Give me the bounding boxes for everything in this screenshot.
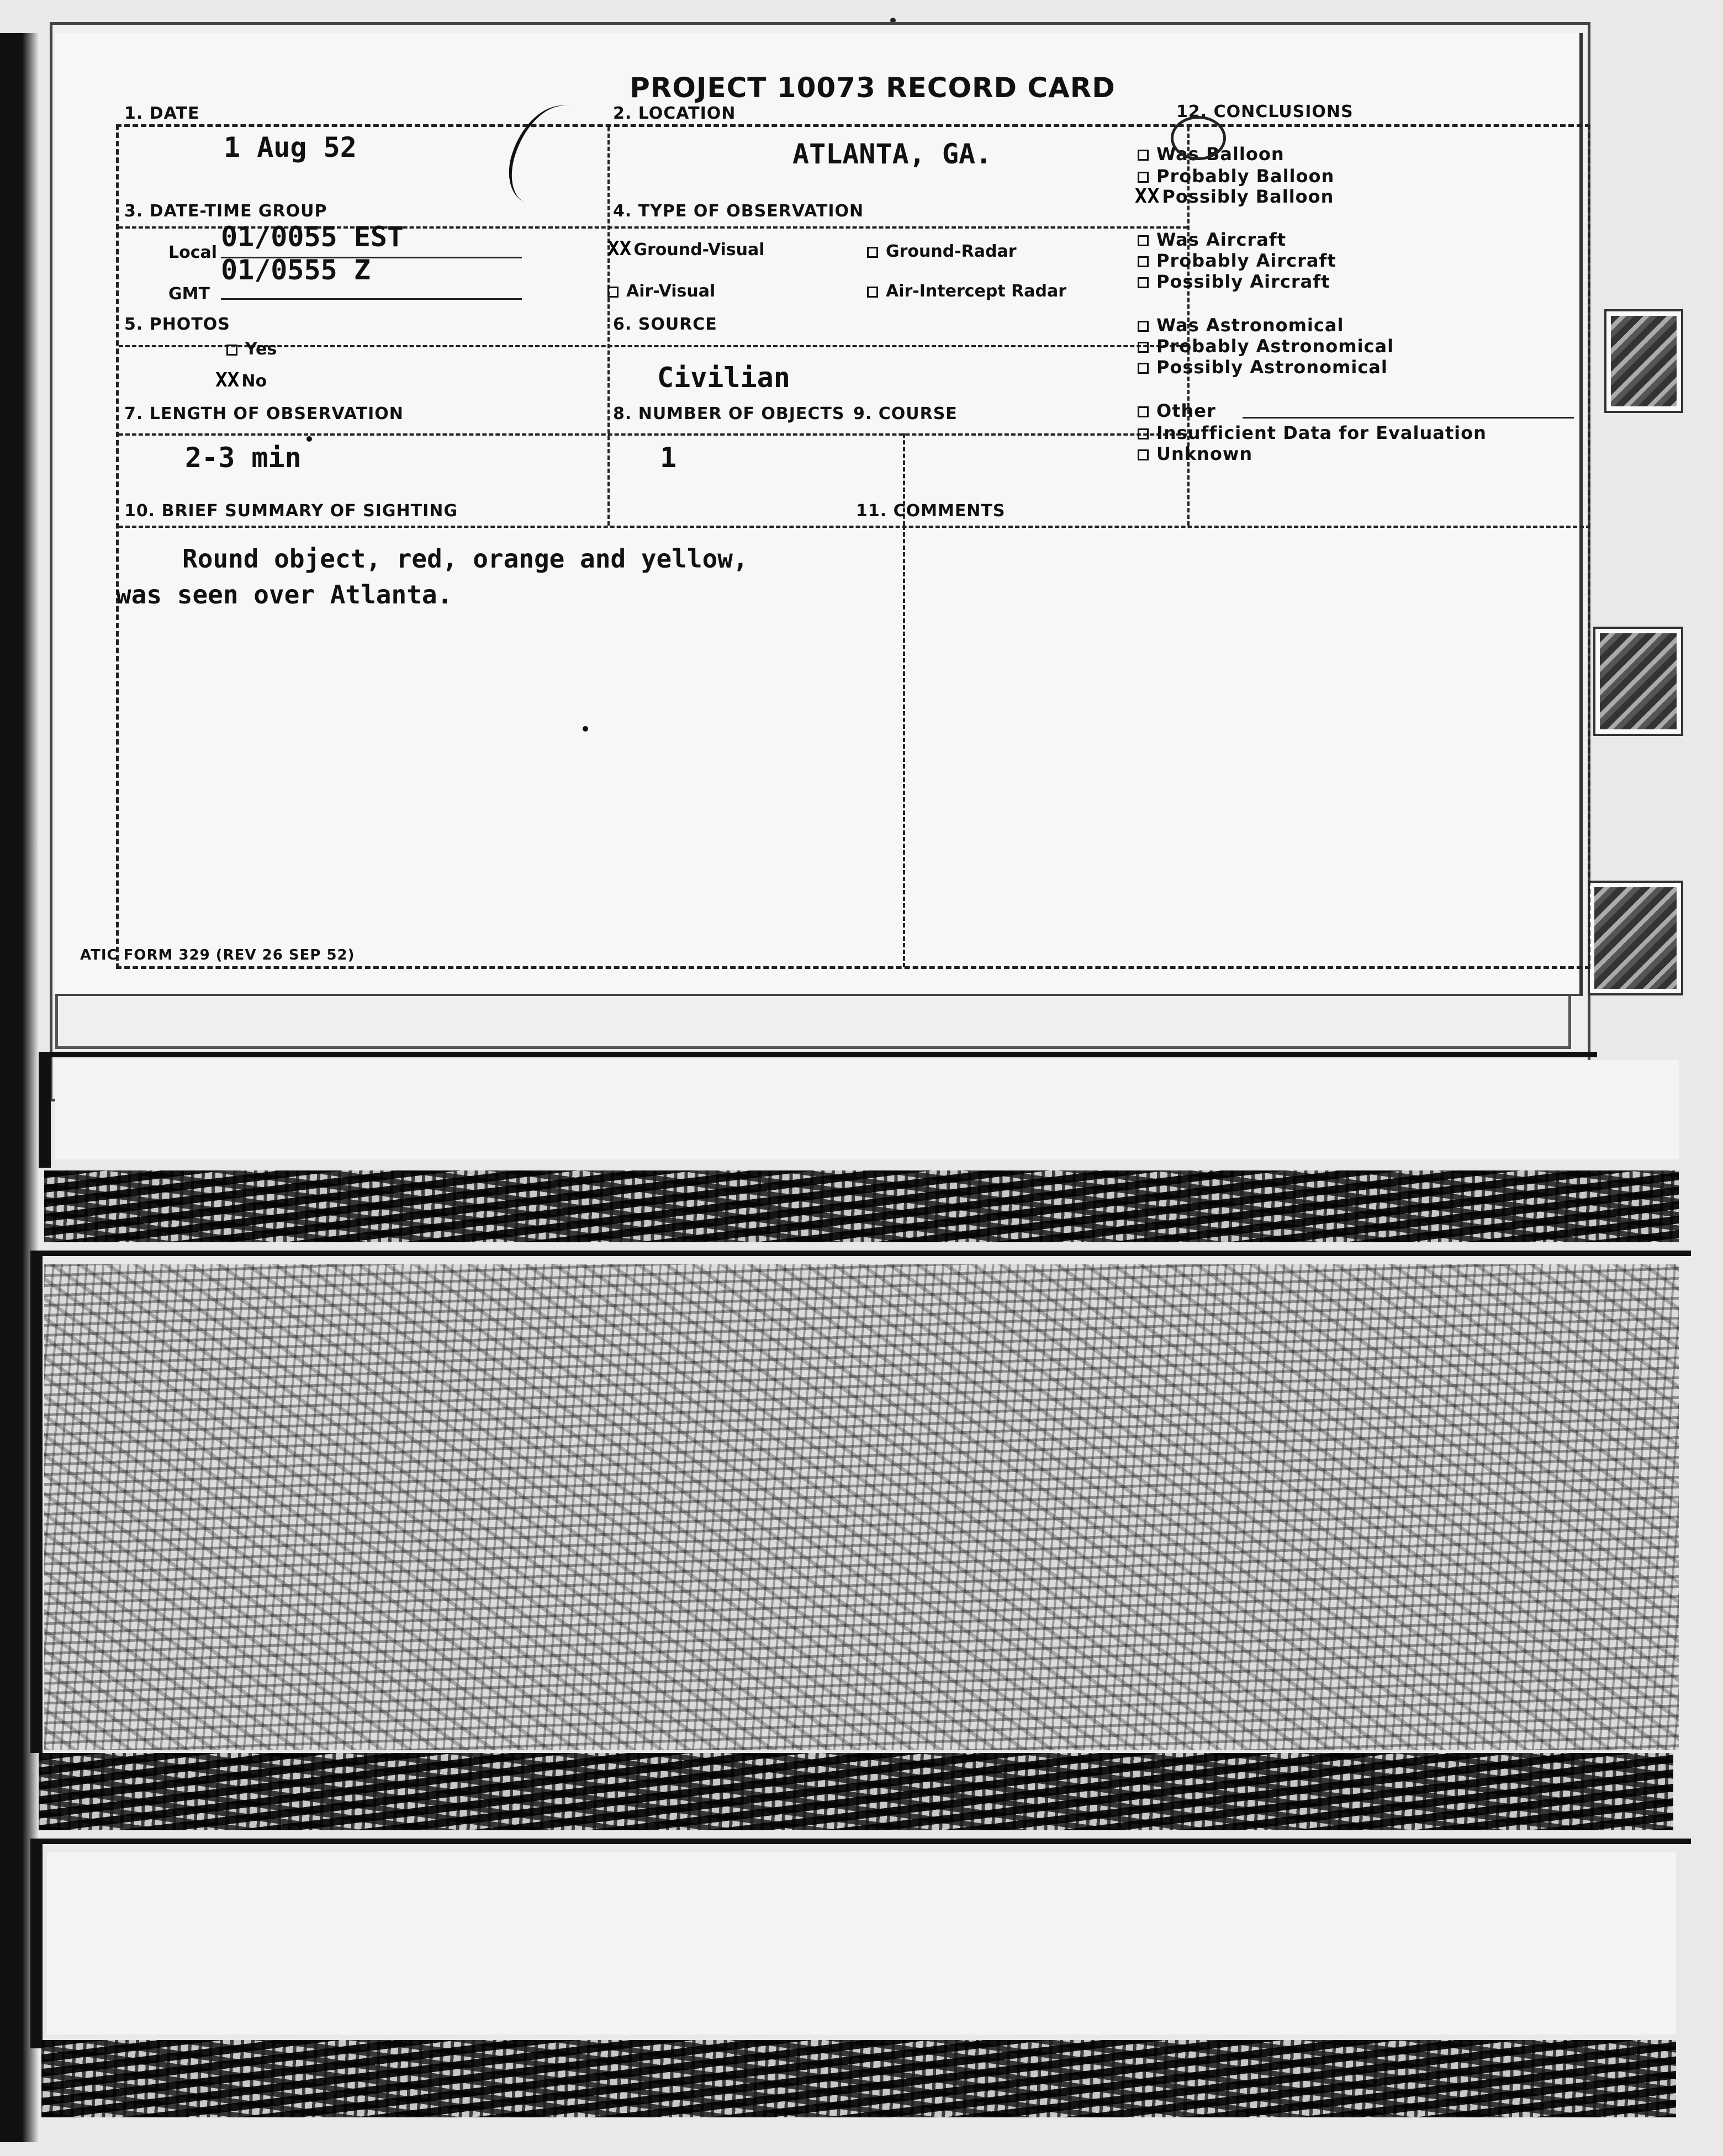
checkbox — [1138, 342, 1149, 353]
card-tab — [1593, 627, 1683, 736]
checkbox — [1138, 428, 1149, 439]
number-of-objects-value: 1 — [660, 442, 677, 474]
checkbox — [1138, 321, 1149, 332]
checkbox — [1138, 235, 1149, 246]
check-mark: XX — [1135, 185, 1160, 208]
local-time-label: Local — [168, 243, 218, 262]
checkbox — [1138, 150, 1149, 161]
number-of-objects-label: 8. NUMBER OF OBJECTS — [613, 404, 845, 423]
blank-card — [55, 1060, 1679, 1159]
photos-option-yes: Yes — [226, 340, 277, 359]
card-edge-texture — [39, 1753, 1673, 1830]
option-air-intercept-radar: Air-Intercept Radar — [867, 282, 1066, 301]
conclusion-probably-balloon: Probably Balloon — [1138, 166, 1334, 187]
length-of-observation-label: 7. LENGTH OF OBSERVATION — [124, 404, 404, 423]
checkbox — [1138, 363, 1149, 374]
date-value: 1 Aug 52 — [224, 131, 357, 163]
source-value: Civilian — [657, 362, 790, 394]
photos-option-no: XX No — [215, 369, 267, 391]
summary-line-2: was seen over Atlanta. — [116, 580, 453, 610]
local-time-value: 01/0055 EST — [221, 221, 404, 253]
conclusions-label: 12. CONCLUSIONS — [1176, 102, 1354, 121]
observation-type-label: 4. TYPE OF OBSERVATION — [613, 202, 864, 221]
checkbox — [226, 345, 237, 356]
conclusion-possibly-aircraft: Possibly Aircraft — [1138, 271, 1330, 292]
length-of-observation-value: 2-3 min — [185, 442, 302, 474]
card-edge-texture — [44, 1170, 1679, 1242]
conclusion-insufficient-data: Insufficient Data for Evaluation — [1138, 422, 1487, 443]
conclusion-was-aircraft: Was Aircraft — [1138, 229, 1286, 250]
conclusion-unknown: Unknown — [1138, 443, 1252, 464]
checkbox — [867, 247, 878, 258]
source-label: 6. SOURCE — [613, 315, 717, 334]
comments-label: 11. COMMENTS — [856, 501, 1006, 521]
card-tab — [1604, 309, 1683, 413]
location-value: ATLANTA, GA. — [792, 138, 992, 170]
checkbox — [1138, 277, 1149, 288]
mottled-card — [44, 1264, 1679, 1750]
form-number: ATIC FORM 329 (REV 26 SEP 52) — [80, 947, 355, 963]
card-tab — [1588, 881, 1683, 995]
checkbox — [1138, 256, 1149, 267]
photo-left-edge — [0, 33, 39, 2142]
speck — [583, 726, 588, 732]
option-ground-radar: Ground-Radar — [867, 242, 1017, 261]
circle-mark — [1171, 116, 1226, 160]
checkbox — [1138, 449, 1149, 460]
gmt-time-value: 01/0555 Z — [221, 254, 371, 286]
course-label: 9. COURSE — [853, 404, 958, 423]
checkbox — [867, 287, 878, 298]
summary-line-1: Round object, red, orange and yellow, — [182, 544, 748, 574]
conclusion-possibly-balloon: XX Possibly Balloon — [1135, 185, 1334, 208]
gmt-time-label: GMT — [168, 284, 210, 304]
date-time-group-label: 3. DATE-TIME GROUP — [124, 202, 327, 221]
summary-label: 10. BRIEF SUMMARY OF SIGHTING — [124, 501, 458, 521]
conclusion-possibly-astronomical: Possibly Astronomical — [1138, 357, 1388, 378]
blank-card — [47, 1852, 1676, 2035]
check-mark: XX — [215, 369, 240, 391]
option-ground-visual: XX Ground-Visual — [607, 237, 765, 260]
speck — [306, 436, 312, 442]
card-edge-texture — [41, 2040, 1676, 2117]
check-mark: XX — [607, 237, 632, 260]
date-label: 1. DATE — [124, 104, 200, 123]
conclusion-probably-aircraft: Probably Aircraft — [1138, 250, 1336, 271]
checkbox — [1138, 406, 1149, 417]
location-label: 2. LOCATION — [613, 104, 736, 123]
card-title: PROJECT 10073 RECORD CARD — [630, 72, 1116, 104]
photos-label: 5. PHOTOS — [124, 315, 230, 334]
option-air-visual: Air-Visual — [607, 282, 715, 301]
conclusion-was-astronomical: Was Astronomical — [1138, 315, 1344, 336]
conclusion-was-balloon: Was Balloon — [1138, 144, 1285, 165]
checkbox — [607, 287, 619, 298]
record-card — [55, 33, 1583, 996]
conclusion-probably-astronomical: Probably Astronomical — [1138, 336, 1394, 357]
conclusion-other: Other — [1138, 400, 1216, 421]
checkbox — [1138, 172, 1149, 183]
